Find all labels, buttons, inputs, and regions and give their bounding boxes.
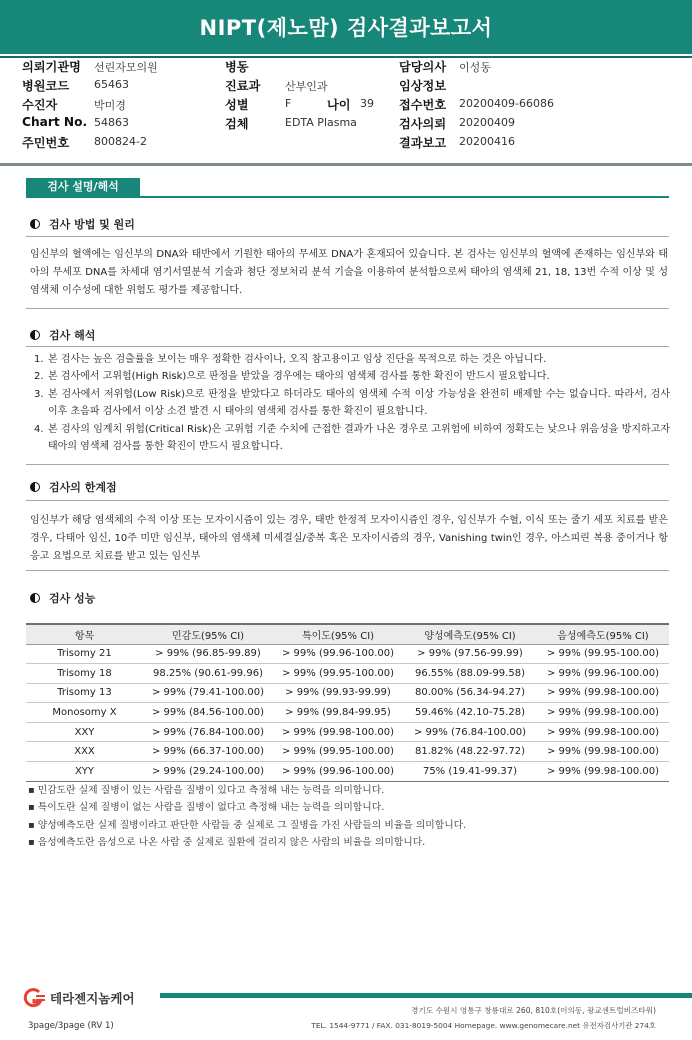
half-circle-bullet-icon [30, 593, 40, 603]
section-divider [26, 236, 669, 237]
interpretation-list [30, 351, 670, 455]
table-cell: XXX [26, 742, 143, 762]
table-row [26, 722, 669, 742]
column-header: 양성예측도(95% CI) [403, 624, 537, 644]
table-cell: > 99% (99.98-100.00) [537, 742, 669, 762]
section-method-heading [30, 216, 135, 232]
table-cell: > 99% (96.85-99.89) [143, 644, 273, 664]
tab-explanation: 검사 설명/해석 [26, 178, 140, 196]
company-name: 테라젠지놈케어 [50, 991, 135, 1006]
clinical-label: 임상정보 [399, 79, 447, 93]
list-item-text: 본 검사의 임계치 위험(Critical Risk)은 고위험 기준 수치에 근접한 결과가 나온 경우로 고위험에 비하여 정확도는 낮으나 위음성을 방지하고자 태아의 염색체 검사를 통한 확진이 반드시 필요합니다. [48, 423, 670, 453]
table-row [26, 703, 669, 723]
age-value: 39 [360, 97, 374, 110]
chart-value: 54863 [94, 116, 129, 129]
section-divider [26, 346, 669, 347]
section-limitation-heading [30, 479, 117, 495]
table-cell: > 99% (99.84-99.95) [273, 703, 403, 723]
request-label: 검사의뢰 [399, 117, 447, 131]
performance-table [26, 623, 669, 782]
table-cell: > 99% (99.98-100.00) [537, 762, 669, 782]
company-address: 경기도 수원시 영통구 창룡대로 260, 810호(이의동, 광교센트럴비즈타워) [411, 1006, 656, 1015]
half-circle-bullet-icon [30, 219, 40, 229]
dept-label: 진료과 [225, 79, 261, 93]
table-row [26, 644, 669, 664]
list-item-number: 2. [34, 371, 44, 383]
report-title: NIPT(제노맘) 검사결과보고서 [199, 16, 493, 40]
hospital-label: 의뢰기관명 [22, 60, 81, 74]
doctor-value: 이성동 [459, 61, 491, 74]
genome-logo-icon [22, 988, 46, 1008]
list-item-number: 1. [34, 354, 44, 365]
info-divider [0, 163, 692, 166]
patient-label: 수진자 [22, 98, 58, 112]
table-cell: > 99% (84.56-100.00) [143, 703, 273, 723]
ward-label: 병동 [225, 60, 249, 74]
definition-notes [28, 782, 668, 852]
table-cell: > 99% (99.98-100.00) [537, 683, 669, 703]
table-cell: > 99% (66.37-100.00) [143, 742, 273, 762]
hospital-value: 선린자모의원 [94, 61, 158, 74]
half-circle-bullet-icon [30, 330, 40, 340]
section-divider [26, 464, 669, 465]
chart-label: Chart No. [22, 115, 88, 129]
specimen-label: 검체 [225, 117, 249, 131]
table-cell: > 99% (99.96-100.00) [273, 762, 403, 782]
request-value: 20200409 [459, 116, 515, 129]
table-row [26, 664, 669, 684]
table-row [26, 762, 669, 782]
company-logo [22, 988, 135, 1008]
column-header: 음성예측도(95% CI) [537, 624, 669, 644]
table-cell: 96.55% (88.09-99.58) [403, 664, 537, 684]
section-divider [26, 500, 669, 501]
section-method-title: 검사 방법 및 원리 [49, 218, 135, 231]
table-cell: Trisomy 21 [26, 644, 143, 664]
receipt-value: 20200409-66086 [459, 97, 554, 110]
report-date-label: 결과보고 [399, 136, 447, 150]
table-cell: > 99% (99.95-100.00) [273, 742, 403, 762]
sex-value: F [285, 97, 292, 110]
section-performance-heading [30, 590, 95, 606]
table-cell: Trisomy 18 [26, 664, 143, 684]
table-cell: > 99% (99.98-100.00) [537, 722, 669, 742]
table-cell: > 99% (97.56-99.99) [403, 644, 537, 664]
limitation-paragraph: 임신부가 해당 염색체의 수적 이상 또는 모자이시즘이 있는 경우, 태반 한정적 모자이시즘인 경우, 임신부가 수혈, 이식 또는 줄기 세포 치료를 받은 경우, 다태아 임신, 10주 미만 임신부, 태아의 염색체 미세결실/중복 혹은 모자이시즘의 경우, Vanishing twin인 경우, 아스피린 복용 중이거나 항 응고 요법으로 치료를 받고 있는 임신부 [30, 515, 668, 562]
patient-value: 박미경 [94, 99, 126, 112]
section-performance-title: 검사 성능 [49, 592, 96, 605]
table-row [26, 742, 669, 762]
tab-underline [26, 196, 669, 198]
section-divider [26, 570, 669, 571]
rrn-label: 주민번호 [22, 136, 70, 150]
note-item: ▪ 양성예측도란 실제 질병이라고 판단한 사람들 중 실제로 그 질병을 가진 사람들의 비율을 의미합니다. [28, 819, 467, 831]
section-interpretation-title: 검사 해석 [49, 329, 96, 342]
table-cell: 81.82% (48.22-97.72) [403, 742, 537, 762]
table-cell: > 99% (99.95-100.00) [273, 664, 403, 684]
column-header: 민감도(95% CI) [143, 624, 273, 644]
list-item-text: 본 검사에서 저위험(Low Risk)으로 판정을 받았다고 하더라도 태아의 염색체 수적 이상 가능성을 완전히 배제할 수는 없습니다. 따라서, 검사 이후 초음파 검사에서 이상 소견 발견 시 태아의 염색체 검사를 통한 확진이 필요합니다. [48, 388, 670, 418]
report-header-bar [0, 0, 692, 54]
company-contact: TEL. 1544-9771 / FAX. 031-8019-5004 Homepage. www.genomecare.net 유전자검사기관 274호 [311, 1021, 656, 1030]
table-cell: > 99% (76.84-100.00) [403, 722, 537, 742]
table-header-row [26, 624, 669, 644]
dept-value: 산부인과 [285, 80, 328, 93]
table-cell: 75% (19.41-99.37) [403, 762, 537, 782]
table-cell: > 99% (29.24-100.00) [143, 762, 273, 782]
table-cell: Monosomy X [26, 703, 143, 723]
method-paragraph: 임신부의 혈액에는 임신부의 DNA와 태반에서 기원한 태아의 무세포 DNA가 혼재되어 있습니다. 본 검사는 임신부의 혈액에 존재하는 임신부와 태아의 무세포 DNA를 차세대 염기서열분석 기술과 첨단 정보처리 분석 기술을 이용하여 분석함으로써 태아의 염색체 21, 18, 13번 수적 이상 및 성염색체 이수성에 대한 위험도 평가를 제공합니다. [30, 249, 668, 296]
column-header: 항목 [26, 624, 143, 644]
list-item-text: 본 검사는 높은 검출률을 보이는 매우 정확한 검사이나, 오직 참고용이고 임상 진단을 목적으로 하는 것은 아닙니다. [48, 354, 547, 365]
table-cell: > 99% (99.93-99.99) [273, 683, 403, 703]
list-item-number: 3. [34, 388, 44, 400]
rrn-value: 800824-2 [94, 135, 147, 148]
table-cell: 59.46% (42.10-75.28) [403, 703, 537, 723]
table-cell: > 99% (99.96-100.00) [273, 644, 403, 664]
specimen-value: EDTA Plasma [285, 116, 357, 129]
column-header: 특이도(95% CI) [273, 624, 403, 644]
code-label: 병원코드 [22, 79, 70, 93]
footer-accent-bar [160, 993, 692, 998]
note-item: ▪ 민감도란 실제 질병이 있는 사람을 질병이 있다고 측정해 내는 능력을 의미합니다. [28, 785, 385, 796]
list-item-text: 본 검사에서 고위험(High Risk)으로 판정을 받았을 경우에는 태아의 염색체 검사를 통한 확진이 반드시 필요합니다. [48, 371, 550, 383]
section-divider [26, 308, 669, 309]
table-cell: XYY [26, 762, 143, 782]
code-value: 65463 [94, 78, 129, 91]
receipt-label: 접수번호 [399, 98, 447, 112]
table-cell: XXY [26, 722, 143, 742]
table-cell: Trisomy 13 [26, 683, 143, 703]
table-cell: > 99% (76.84-100.00) [143, 722, 273, 742]
doctor-label: 담당의사 [399, 60, 447, 74]
table-cell: 80.00% (56.34-94.27) [403, 683, 537, 703]
age-label: 나이 [327, 98, 351, 112]
table-cell: > 99% (79.41-100.00) [143, 683, 273, 703]
table-cell: > 99% (99.98-100.00) [537, 703, 669, 723]
report-date-value: 20200416 [459, 135, 515, 148]
page-number: 3page/3page (RV 1) [28, 1021, 114, 1031]
list-item [30, 351, 670, 368]
table-row [26, 683, 669, 703]
list-item [30, 386, 670, 421]
table-cell: 98.25% (90.61-99.96) [143, 664, 273, 684]
header-divider [0, 56, 692, 58]
list-item [30, 368, 670, 385]
sex-label: 성별 [225, 98, 249, 112]
section-interpretation-heading [30, 327, 95, 343]
note-item: ▪ 음성예측도란 음성으로 나온 사람 중 실제로 질환에 걸리지 않은 사람의 비율을 의미합니다. [28, 837, 426, 849]
table-cell: > 99% (99.95-100.00) [537, 644, 669, 664]
list-item-number: 4. [34, 423, 44, 435]
table-cell: > 99% (99.96-100.00) [537, 664, 669, 684]
note-item: ▪ 특이도란 실제 질병이 없는 사람을 질병이 없다고 측정해 내는 능력을 의미합니다. [28, 802, 385, 814]
section-limitation-title: 검사의 한계점 [49, 481, 117, 494]
table-cell: > 99% (99.98-100.00) [273, 722, 403, 742]
section-tab-bar [26, 178, 669, 198]
half-circle-bullet-icon [30, 482, 40, 492]
list-item [30, 421, 670, 456]
